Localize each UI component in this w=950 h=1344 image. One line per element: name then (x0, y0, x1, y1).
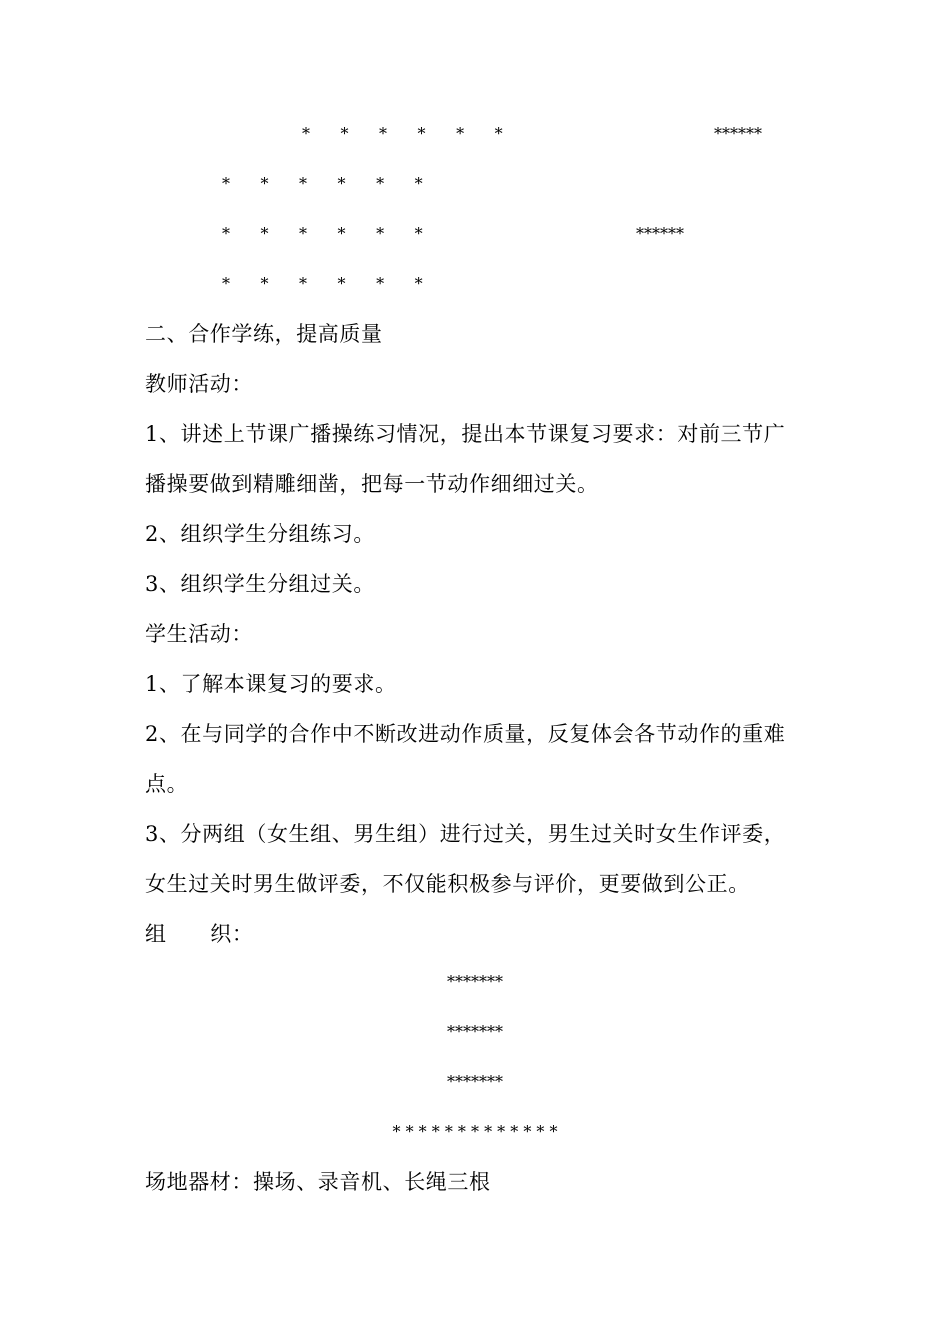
teacher-item-1-line-1: 1、讲述上节课广播操练习情况，提出本节课复习要求：对前三节广 (145, 422, 786, 446)
organization-label: 组 织： (145, 922, 254, 946)
organization-row-3: ******* (447, 1072, 503, 1091)
student-item-2-line-1: 2、在与同学的合作中不断改进动作质量，反复体会各节动作的重难 (145, 722, 786, 746)
teacher-item-1-line-2: 播操要做到精雕细凿，把每一节动作细细过关。 (145, 472, 599, 496)
student-item-3-line-2: 女生过关时男生做评委，不仅能积极参与评价，更要做到公正。 (145, 872, 750, 896)
organization-row-1: ******* (447, 972, 503, 991)
student-item-2-line-2: 点。 (145, 772, 189, 796)
formation-row-3-right: ****** (636, 224, 684, 243)
formation-row-1-right: ****** (714, 124, 762, 143)
teacher-item-2: 2、组织学生分组练习。 (145, 522, 375, 546)
equipment-line: 场地器材：操场、录音机、长绳三根 (145, 1170, 491, 1194)
formation-row-3: * * * * * * (222, 224, 423, 243)
formation-row-1: * * * * * * (302, 124, 503, 143)
teacher-item-3: 3、组织学生分组过关。 (145, 572, 375, 596)
section-title: 二、合作学练，提高质量 (145, 322, 383, 346)
student-item-3-line-1: 3、分两组（女生组、男生组）进行过关，男生过关时女生作评委， (145, 822, 786, 846)
teacher-heading: 教师活动： (145, 372, 253, 396)
formation-row-2: * * * * * * (222, 174, 423, 193)
student-heading: 学生活动： (145, 622, 253, 646)
organization-row-4: * * * * * * * * * * * * * (392, 1122, 558, 1141)
formation-row-4: * * * * * * (222, 274, 423, 293)
organization-row-2: ******* (447, 1022, 503, 1041)
student-item-1: 1、了解本课复习的要求。 (145, 672, 397, 696)
